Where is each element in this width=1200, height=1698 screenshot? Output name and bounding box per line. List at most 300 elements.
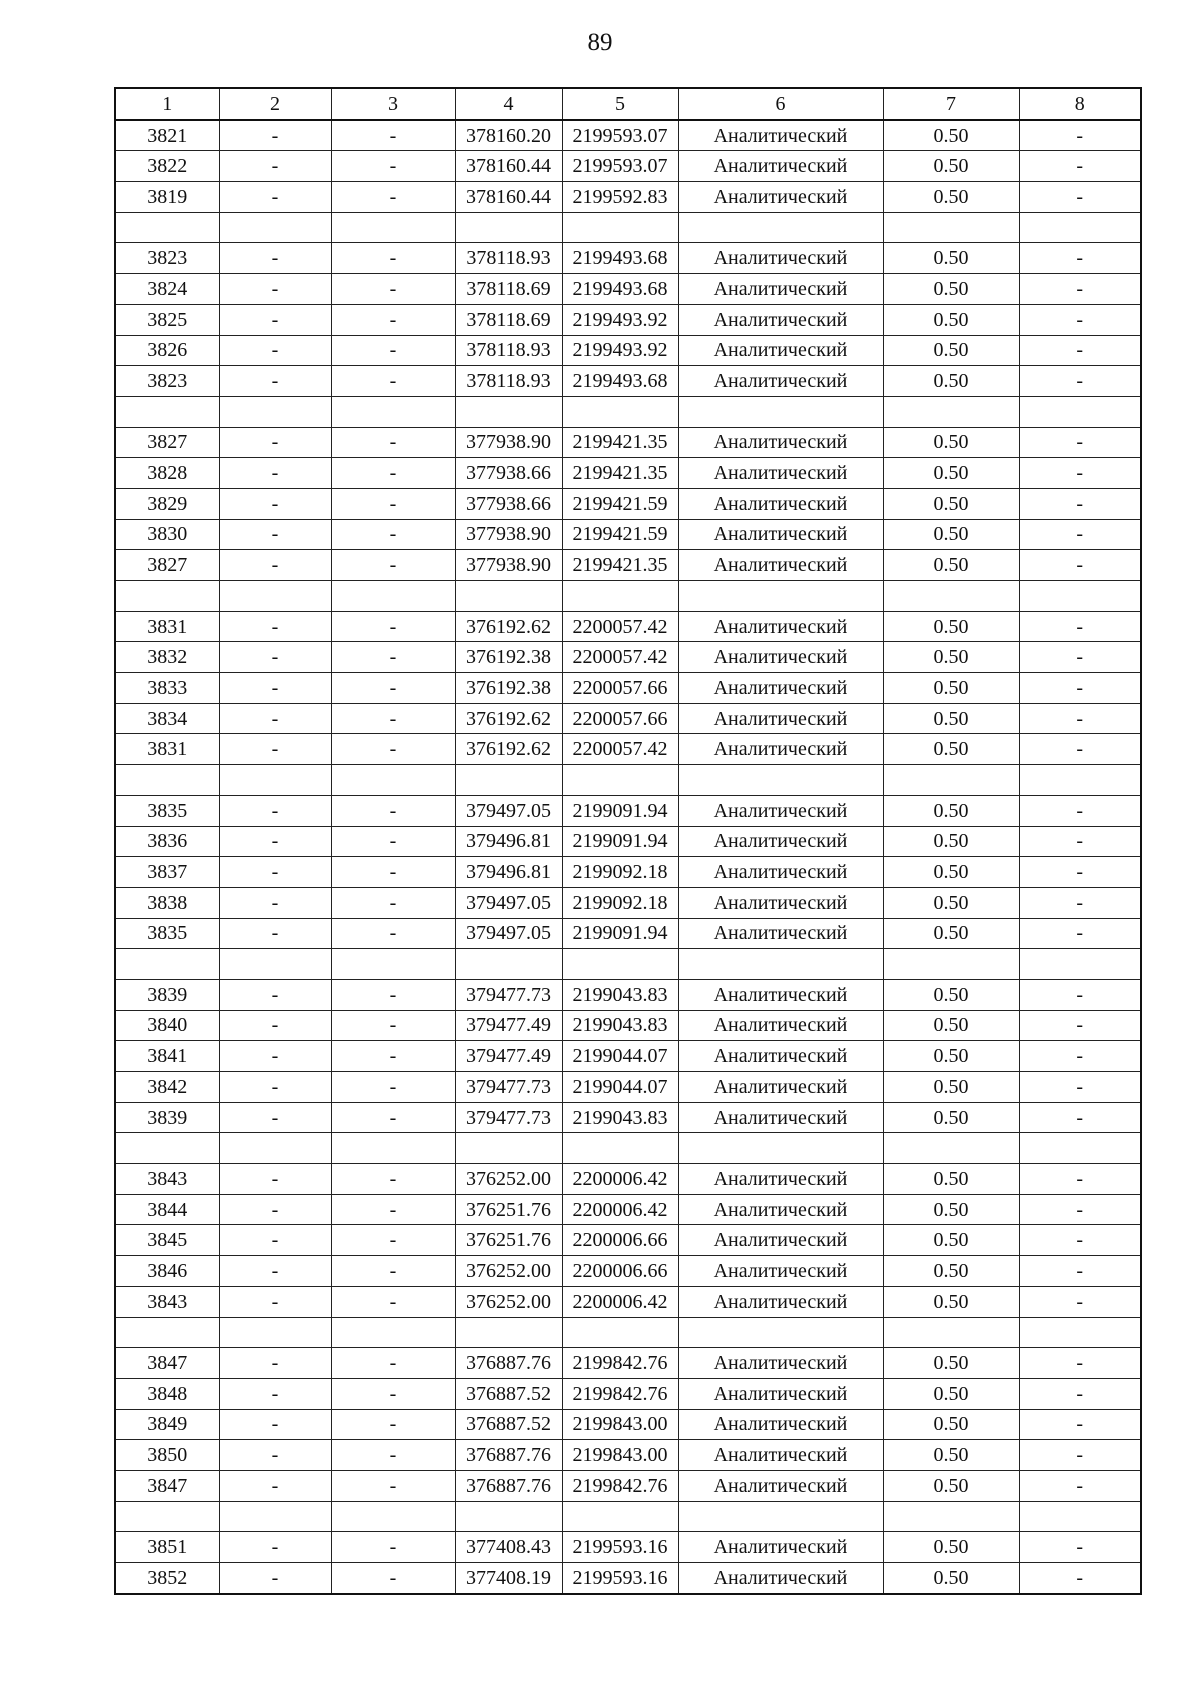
table-row [115,458,1141,489]
table-cell: 2199043.83 [562,1102,678,1133]
empty-cell [1019,1133,1141,1164]
table-cell: 2199092.18 [562,857,678,888]
table-cell: - [331,979,455,1010]
table-cell: 0.50 [883,1256,1019,1287]
empty-cell [219,396,331,427]
table-cell: - [219,1194,331,1225]
table-row [115,1563,1141,1594]
table-cell: - [331,887,455,918]
table-cell: - [331,1164,455,1195]
empty-cell [562,1133,678,1164]
empty-cell [219,1501,331,1532]
table-cell: 0.50 [883,734,1019,765]
table-cell: 0.50 [883,1225,1019,1256]
column-header: 3 [331,88,455,120]
table-body [115,120,1141,1594]
table-cell: - [219,703,331,734]
table-cell: 3828 [115,458,219,489]
table-cell: 2199493.92 [562,335,678,366]
table-cell: Аналитический [678,1440,883,1471]
table-cell: 3847 [115,1348,219,1379]
empty-cell [1019,765,1141,796]
empty-cell [678,1133,883,1164]
table-cell: 3819 [115,182,219,213]
table-cell: - [1019,335,1141,366]
table-cell: 376887.52 [455,1378,562,1409]
empty-cell [562,212,678,243]
table-cell: - [331,734,455,765]
table-cell: 3835 [115,918,219,949]
table-cell: 3836 [115,826,219,857]
table-cell: Аналитический [678,427,883,458]
table-cell: 0.50 [883,1440,1019,1471]
table-cell: - [331,703,455,734]
table-row [115,488,1141,519]
header-row [115,88,1141,120]
table-header [115,88,1141,120]
table-cell: Аналитический [678,795,883,826]
table-cell: 378118.93 [455,366,562,397]
table-cell: Аналитический [678,826,883,857]
table-row [115,611,1141,642]
table-cell: - [331,427,455,458]
table-cell: 376192.62 [455,734,562,765]
table-cell: - [219,857,331,888]
table-cell: - [331,642,455,673]
table-cell: 3831 [115,734,219,765]
table-row [115,1041,1141,1072]
table-cell: Аналитический [678,1072,883,1103]
table-cell: Аналитический [678,335,883,366]
table-cell: 3839 [115,1102,219,1133]
table-cell: 0.50 [883,1164,1019,1195]
table-cell: Аналитический [678,366,883,397]
empty-cell [1019,581,1141,612]
table-cell: 0.50 [883,519,1019,550]
table-cell: 0.50 [883,979,1019,1010]
column-header: 1 [115,88,219,120]
empty-cell [331,396,455,427]
table-cell: Аналитический [678,120,883,151]
table-row [115,1225,1141,1256]
table-cell: - [1019,611,1141,642]
empty-cell [331,1317,455,1348]
table-separator-row [115,949,1141,980]
empty-cell [1019,396,1141,427]
empty-cell [883,949,1019,980]
empty-cell [219,581,331,612]
table-cell: Аналитический [678,550,883,581]
table-cell: - [219,366,331,397]
table-cell: 2199593.16 [562,1532,678,1563]
table-row [115,918,1141,949]
table-cell: 378118.93 [455,335,562,366]
table-cell: 0.50 [883,795,1019,826]
table-cell: 376251.76 [455,1194,562,1225]
table-cell: 2199493.68 [562,243,678,274]
table-cell: Аналитический [678,857,883,888]
table-cell: - [331,335,455,366]
table-cell: 0.50 [883,1102,1019,1133]
table-cell: Аналитический [678,642,883,673]
table-cell: 0.50 [883,488,1019,519]
table-cell: 2199044.07 [562,1041,678,1072]
table-cell: 2199593.07 [562,151,678,182]
empty-cell [883,396,1019,427]
table-cell: - [219,335,331,366]
table-separator-row [115,1501,1141,1532]
table-cell: Аналитический [678,182,883,213]
table-cell: - [219,734,331,765]
table-separator-row [115,765,1141,796]
table-cell: 0.50 [883,857,1019,888]
table-cell: Аналитический [678,611,883,642]
table-cell: 2199091.94 [562,918,678,949]
table-cell: 377938.90 [455,550,562,581]
table-cell: 3848 [115,1378,219,1409]
table-cell: - [331,1409,455,1440]
table-cell: 0.50 [883,703,1019,734]
table-cell: - [1019,857,1141,888]
table-cell: Аналитический [678,1286,883,1317]
table-cell: 379477.49 [455,1041,562,1072]
table-cell: 3846 [115,1256,219,1287]
table-separator-row [115,1133,1141,1164]
table-separator-row [115,212,1141,243]
table-cell: - [219,274,331,305]
table-cell: 2200057.66 [562,673,678,704]
column-header: 6 [678,88,883,120]
empty-cell [219,765,331,796]
table-cell: 377408.19 [455,1563,562,1594]
table-cell: - [331,1532,455,1563]
table-cell: - [1019,519,1141,550]
table-cell: 2200057.42 [562,642,678,673]
table-cell: - [1019,427,1141,458]
table-cell: 0.50 [883,151,1019,182]
table-cell: 0.50 [883,182,1019,213]
table-cell: - [219,1348,331,1379]
table-cell: - [1019,243,1141,274]
table-cell: 0.50 [883,1470,1019,1501]
table-cell: - [1019,1256,1141,1287]
table-cell: - [331,151,455,182]
table-cell: 2199493.68 [562,274,678,305]
table-cell: 378118.69 [455,274,562,305]
empty-cell [562,949,678,980]
table-cell: - [219,611,331,642]
empty-cell [883,1133,1019,1164]
table-row [115,427,1141,458]
empty-cell [331,1133,455,1164]
table-cell: 3827 [115,427,219,458]
table-cell: 377938.66 [455,458,562,489]
table-cell: 3833 [115,673,219,704]
table-cell: Аналитический [678,1409,883,1440]
page-number: 89 [587,29,613,56]
table-cell: - [219,304,331,335]
table-cell: 378160.44 [455,151,562,182]
table-cell: - [331,1378,455,1409]
table-cell: - [331,274,455,305]
empty-cell [883,1317,1019,1348]
table-cell: 376192.62 [455,611,562,642]
table-cell: - [1019,182,1141,213]
table-cell: - [331,366,455,397]
table-cell: - [219,550,331,581]
table-cell: 2199421.59 [562,488,678,519]
table-cell: 3845 [115,1225,219,1256]
table-cell: 2200006.66 [562,1256,678,1287]
empty-cell [678,1317,883,1348]
table-cell: - [331,1563,455,1594]
table-cell: Аналитический [678,1532,883,1563]
empty-cell [562,1501,678,1532]
table-cell: - [331,673,455,704]
column-header: 4 [455,88,562,120]
table-row [115,304,1141,335]
table-cell: - [1019,918,1141,949]
table-cell: - [1019,1102,1141,1133]
column-header: 7 [883,88,1019,120]
empty-cell [1019,949,1141,980]
table-cell: 2199592.83 [562,182,678,213]
table-cell: 0.50 [883,1072,1019,1103]
empty-cell [883,581,1019,612]
table-cell: 3837 [115,857,219,888]
table-cell: - [219,1072,331,1103]
table-row [115,1194,1141,1225]
table-cell: - [1019,1225,1141,1256]
table-row [115,519,1141,550]
table-cell: Аналитический [678,1378,883,1409]
table-cell: - [1019,1470,1141,1501]
empty-cell [455,396,562,427]
table-cell: 3843 [115,1286,219,1317]
table-cell: 3832 [115,642,219,673]
table-cell: - [1019,366,1141,397]
table-cell: - [331,488,455,519]
table-cell: - [219,826,331,857]
table-cell: 0.50 [883,826,1019,857]
table-cell: - [1019,1563,1141,1594]
table-row [115,1532,1141,1563]
table-cell: Аналитический [678,1164,883,1195]
table-cell: 376252.00 [455,1256,562,1287]
table-cell: - [219,1102,331,1133]
empty-cell [219,1317,331,1348]
table-cell: - [331,1072,455,1103]
table-row [115,1409,1141,1440]
table-cell: 2199043.83 [562,979,678,1010]
table-cell: 0.50 [883,120,1019,151]
empty-cell [1019,1501,1141,1532]
table-cell: 3829 [115,488,219,519]
table-cell: Аналитический [678,243,883,274]
table-cell: - [331,120,455,151]
table-cell: - [219,1164,331,1195]
table-cell: 3851 [115,1532,219,1563]
table-row [115,795,1141,826]
table-cell: 2199044.07 [562,1072,678,1103]
table-cell: - [1019,458,1141,489]
table-cell: 3826 [115,335,219,366]
table-row [115,673,1141,704]
table-cell: 0.50 [883,366,1019,397]
table-cell: 2199091.94 [562,795,678,826]
table-cell: - [1019,1286,1141,1317]
empty-cell [115,1133,219,1164]
table-cell: - [219,1256,331,1287]
empty-cell [455,949,562,980]
table-row [115,1010,1141,1041]
table-cell: 379497.05 [455,918,562,949]
table-cell: - [1019,1440,1141,1471]
table-cell: 2199493.92 [562,304,678,335]
empty-cell [562,396,678,427]
table-cell: - [331,1440,455,1471]
table-row [115,642,1141,673]
table-cell: Аналитический [678,1470,883,1501]
empty-cell [562,765,678,796]
table-cell: - [219,151,331,182]
empty-cell [455,1317,562,1348]
table-cell: 379497.05 [455,795,562,826]
table-cell: 3850 [115,1440,219,1471]
table-cell: 378160.44 [455,182,562,213]
table-row [115,243,1141,274]
table-cell: - [1019,120,1141,151]
table-cell: 2199421.59 [562,519,678,550]
table-cell: - [331,1010,455,1041]
empty-cell [562,581,678,612]
table-cell: - [219,1563,331,1594]
table-row [115,550,1141,581]
table-cell: 3838 [115,887,219,918]
empty-cell [331,581,455,612]
table-cell: - [219,795,331,826]
table-row [115,703,1141,734]
table-cell: - [219,918,331,949]
table-cell: 376252.00 [455,1164,562,1195]
table-cell: - [1019,550,1141,581]
table-cell: - [331,1286,455,1317]
empty-cell [331,949,455,980]
table-cell: - [219,1470,331,1501]
table-cell: 376251.76 [455,1225,562,1256]
table-separator-row [115,396,1141,427]
table-cell: 3849 [115,1409,219,1440]
table-row [115,120,1141,151]
table-cell: - [1019,304,1141,335]
table-cell: 0.50 [883,304,1019,335]
table-cell: - [1019,1409,1141,1440]
table-cell: 379496.81 [455,857,562,888]
table-cell: 3822 [115,151,219,182]
table-row [115,857,1141,888]
table-cell: 0.50 [883,611,1019,642]
table-cell: Аналитический [678,274,883,305]
table-cell: 3840 [115,1010,219,1041]
table-cell: 379477.73 [455,1102,562,1133]
table-cell: 376887.76 [455,1470,562,1501]
table-cell: - [1019,1348,1141,1379]
table-cell: 3847 [115,1470,219,1501]
table-cell: - [1019,1532,1141,1563]
table-cell: 377938.66 [455,488,562,519]
table-row [115,274,1141,305]
empty-cell [455,1133,562,1164]
table-cell: - [331,918,455,949]
empty-cell [115,212,219,243]
empty-cell [678,1501,883,1532]
empty-cell [455,1501,562,1532]
table-cell: 2199421.35 [562,458,678,489]
table-row [115,887,1141,918]
table-cell: - [331,1348,455,1379]
table-cell: Аналитический [678,151,883,182]
table-cell: 0.50 [883,1563,1019,1594]
table-cell: 0.50 [883,550,1019,581]
table-cell: 376192.62 [455,703,562,734]
table-cell: 3835 [115,795,219,826]
table-cell: - [331,1194,455,1225]
table-cell: 0.50 [883,1409,1019,1440]
table-cell: 3824 [115,274,219,305]
table-cell: 0.50 [883,1010,1019,1041]
empty-cell [115,1501,219,1532]
empty-cell [331,765,455,796]
table-cell: Аналитический [678,1563,883,1594]
empty-cell [115,396,219,427]
empty-cell [678,949,883,980]
table-cell: - [331,857,455,888]
table-cell: 3841 [115,1041,219,1072]
table-cell: 2200057.66 [562,703,678,734]
table-cell: - [1019,703,1141,734]
table-cell: Аналитический [678,1348,883,1379]
table-cell: - [219,488,331,519]
table-cell: 0.50 [883,642,1019,673]
table-row [115,335,1141,366]
empty-cell [678,581,883,612]
table-row [115,1378,1141,1409]
table-cell: - [1019,1041,1141,1072]
table-cell: - [1019,979,1141,1010]
table-row [115,1164,1141,1195]
table-cell: - [331,304,455,335]
table-cell: - [331,611,455,642]
table-cell: 2200006.42 [562,1194,678,1225]
empty-cell [331,212,455,243]
table-cell: - [1019,826,1141,857]
empty-cell [883,1501,1019,1532]
table-cell: 2200057.42 [562,611,678,642]
table-cell: - [1019,642,1141,673]
table-cell: - [1019,887,1141,918]
table-cell: - [219,1378,331,1409]
table-cell: 0.50 [883,1378,1019,1409]
table-cell: 0.50 [883,1286,1019,1317]
table-cell: Аналитический [678,519,883,550]
empty-cell [219,949,331,980]
table-cell: 376887.76 [455,1348,562,1379]
empty-cell [115,949,219,980]
table-cell: - [219,1010,331,1041]
empty-cell [219,212,331,243]
table-cell: 3823 [115,366,219,397]
table-cell: Аналитический [678,304,883,335]
